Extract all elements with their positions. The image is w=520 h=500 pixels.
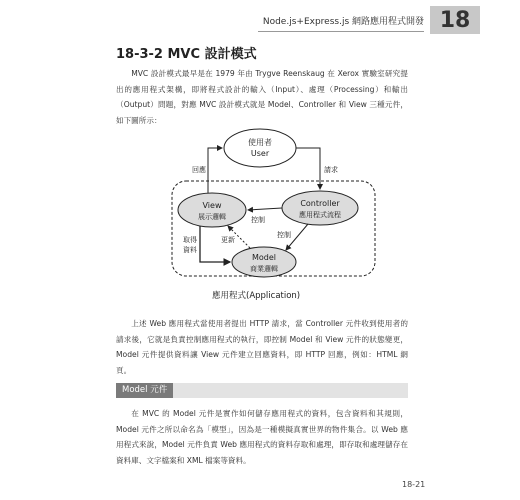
book-title: Node.js+Express.js 網路應用程式開發 [262,17,424,27]
controller-label-en: Controller [300,199,340,208]
arrow-request [296,148,320,189]
flow-paragraph: 上述 Web 應用程式當使用者提出 HTTP 請求，當 Controller 元件收到使用者的請求後，它就是負責控制應用程式的執行，即控制 Model 和 View 元件的狀態變更，Model 元件提供資料讓 View 元件建立回應資料，即 HTTP 回應，例如：HTML 網頁。 [116,319,408,375]
controller-node [282,191,358,225]
arrow-control-view [248,208,282,210]
label-control-view: 控制 [251,216,265,224]
section-title: 18-3-2 MVC 設計模式 [116,47,257,62]
subheading-label: Model 元件 [116,383,173,398]
label-control-model: 控制 [277,231,291,239]
model-label-cn: 商業邏輯 [250,265,278,273]
model-paragraph: 在 MVC 的 Model 元件是實作如何儲存應用程式的資料，包含資料和其規則，Model 元件之所以命名為「模型」，因為是一種模擬真實世界的物件集合。以 Web 應用程式來說，Model 元件負責 Web 應用程式的資料存取和處理，即存取和處理儲存在資料庫、文字檔案和 XML 檔案等資料。 [116,409,408,465]
view-label-en: View [202,201,222,210]
page-number: 18-21 [402,480,426,489]
running-header [258,6,520,34]
label-response: 回應 [192,166,206,174]
diagram-caption: 應用程式(Application) [212,291,301,301]
subheading-bar [116,383,408,398]
model-label-en: Model [251,253,277,262]
label-fetch-2: 資料 [183,246,197,254]
user-label-cn: 使用者 [248,138,272,147]
arrow-response [208,148,222,193]
view-node [178,193,246,227]
chapter-number: 18 [439,8,471,33]
label-request: 請求 [324,166,338,174]
user-node [224,129,296,167]
view-label-cn: 展示邏輯 [198,213,226,221]
user-label-en: User [250,149,270,158]
arrow-fetch [200,226,230,262]
label-update: 更新 [221,236,235,244]
controller-label-cn: 應用程式流程 [299,211,341,219]
chapter-tab [430,6,480,34]
header-rule [258,31,424,32]
label-fetch-1: 取得 [183,236,197,244]
intro-paragraph: MVC 設計模式最早是在 1979 年由 Trygve Reenskaug 在 Xerox 實驗室研究提出的應用程式架構，即將程式設計的輸入（Input）、處理（Processing）和輸出（Output）問題，對應 MVC 設計模式就是 Model、Controller 和 View 三種元件，如下圖所示： [116,69,408,125]
mvc-diagram [150,126,380,288]
